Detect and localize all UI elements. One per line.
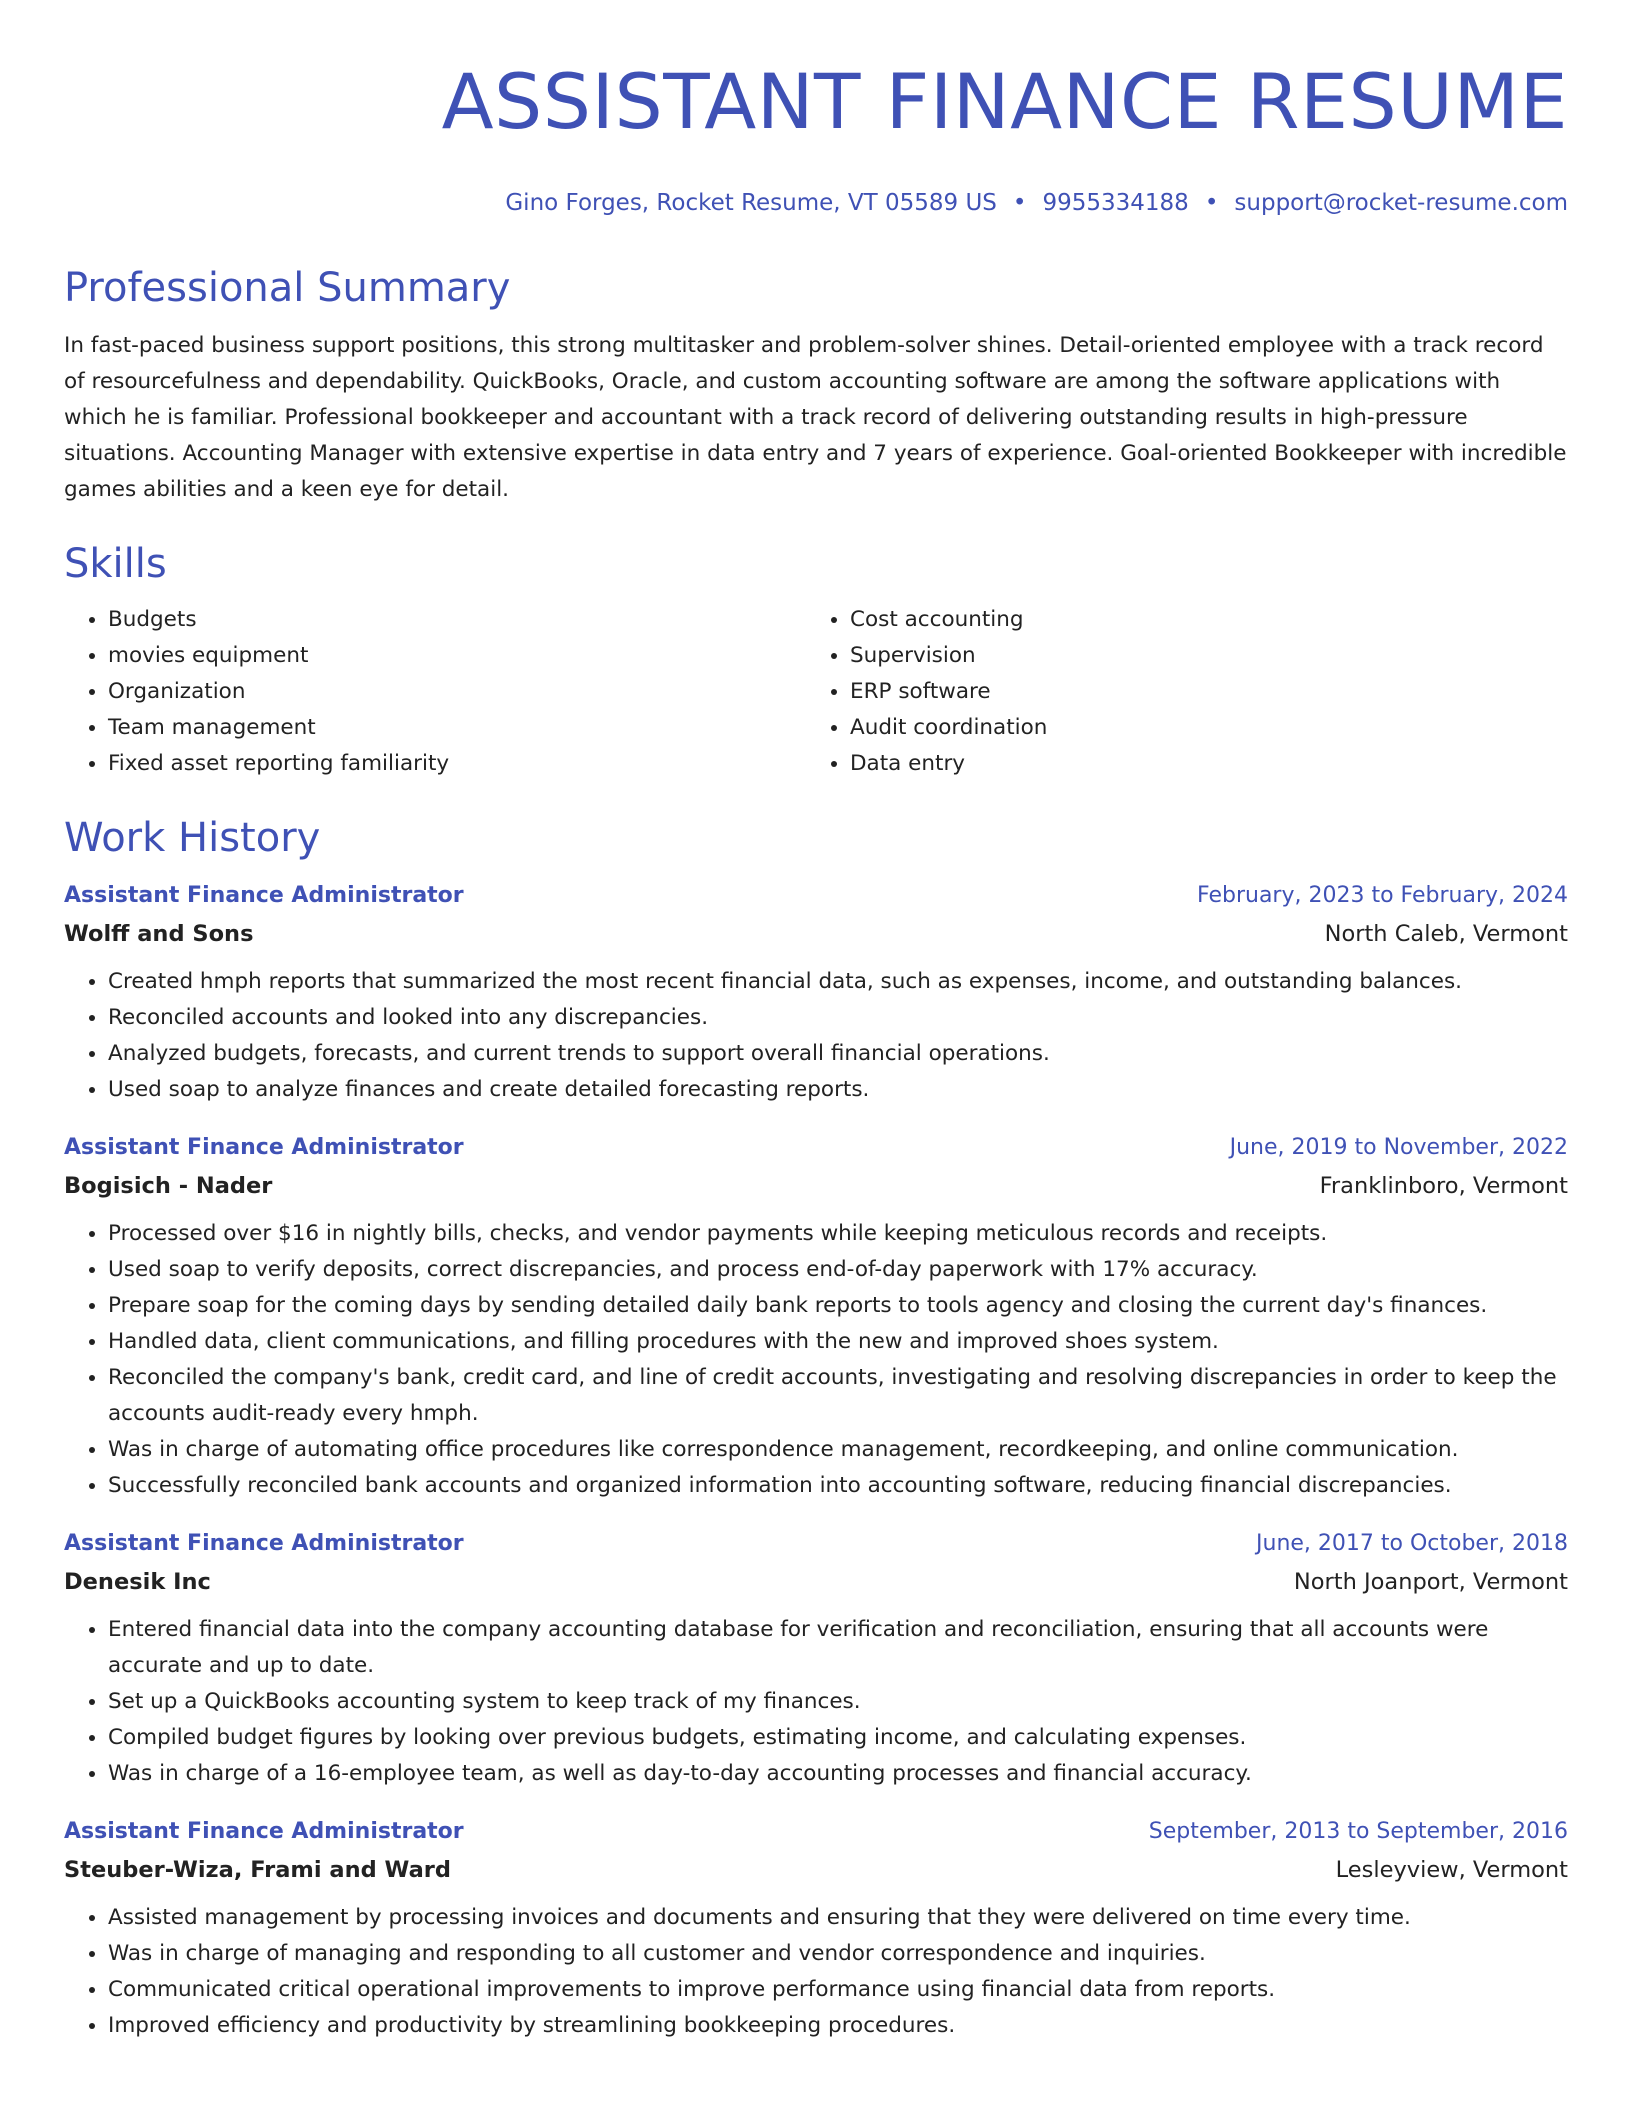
job-bullet: • Used soap to analyze finances and create detailed forecasting reports. — [108, 1072, 1568, 1108]
contact-email[interactable]: support@rocket-resume.com — [1234, 190, 1568, 216]
job-bullet: • Successfully reconciled bank accounts and organized information into accounting software, reducing financial discrepancies. — [108, 1468, 1568, 1504]
job-bullets — [64, 1612, 1568, 1792]
skills-column-left — [64, 602, 806, 782]
job-bullets — [64, 1216, 1568, 1504]
job-location: North Joanport, Vermont — [1293, 1569, 1568, 1595]
job-bullet: • Created hmph reports that summarized the most recent financial data, such as expenses, income, and outstanding balances. — [108, 964, 1568, 1000]
job-company-row — [64, 1850, 1568, 1890]
skill-item: • Supervision — [850, 638, 1548, 674]
job-title: Assistant Finance Administrator — [64, 1819, 464, 1844]
skill-item: • Cost accounting — [850, 602, 1548, 638]
contact-address: Gino Forges, Rocket Resume, VT 05589 US — [505, 190, 997, 216]
job-header-row — [64, 1814, 1568, 1850]
job-bullet: • Entered financial data into the company accounting database for verification and reconciliation, ensuring that all accounts were accurate and up to date. — [108, 1612, 1568, 1684]
skill-item: • ERP software — [850, 674, 1548, 710]
job-company: Wolff and Sons — [64, 921, 254, 947]
job-entry — [64, 878, 1568, 1108]
job-entry — [64, 1130, 1568, 1504]
job-title: Assistant Finance Administrator — [64, 1135, 464, 1160]
job-bullet: • Handled data, client communications, and filling procedures with the new and improved shoes system. — [108, 1324, 1568, 1360]
job-title: Assistant Finance Administrator — [64, 883, 464, 908]
job-dates: February, 2023 to February, 2024 — [1197, 883, 1568, 908]
job-bullet: • Improved efficiency and productivity by streamlining bookkeeping procedures. — [108, 2008, 1568, 2044]
job-dates: June, 2019 to November, 2022 — [1229, 1135, 1568, 1160]
job-bullet: • Was in charge of managing and responding to all customer and vendor correspondence and inquiries. — [108, 1936, 1568, 1972]
resume-title: ASSISTANT FINANCE RESUME — [441, 57, 1568, 146]
skill-item: • Team management — [108, 710, 806, 746]
job-bullet: • Communicated critical operational improvements to improve performance using financial data from reports. — [108, 1972, 1568, 2008]
job-bullets — [64, 964, 1568, 1108]
job-header-row — [64, 878, 1568, 914]
job-company: Steuber-Wiza, Frami and Ward — [64, 1857, 451, 1883]
job-dates: September, 2013 to September, 2016 — [1148, 1819, 1568, 1844]
skill-item: • Audit coordination — [850, 710, 1548, 746]
skill-item: • Budgets — [108, 602, 806, 638]
contact-separator: • — [1204, 190, 1219, 216]
job-location: Franklinboro, Vermont — [1319, 1173, 1568, 1199]
job-bullet: • Was in charge of a 16-employee team, as well as day-to-day accounting processes and financial accuracy. — [108, 1756, 1568, 1792]
job-bullet: • Compiled budget figures by looking over previous budgets, estimating income, and calculating expenses. — [108, 1720, 1568, 1756]
job-company-row — [64, 1562, 1568, 1602]
job-company: Bogisich - Nader — [64, 1173, 273, 1199]
job-location: North Caleb, Vermont — [1324, 921, 1568, 947]
job-header-row — [64, 1130, 1568, 1166]
job-company: Denesik Inc — [64, 1569, 211, 1595]
job-bullet: • Assisted management by processing invoices and documents and ensuring that they were delivered on time every time. — [108, 1900, 1568, 1936]
contact-phone: 9955334188 — [1042, 190, 1189, 216]
job-bullet: • Was in charge of automating office procedures like correspondence management, recordkeeping, and online communication. — [108, 1432, 1568, 1468]
job-company-row — [64, 1166, 1568, 1206]
job-bullet: • Processed over $16 in nightly bills, checks, and vendor payments while keeping meticulous records and receipts. — [108, 1216, 1568, 1252]
job-bullet: • Prepare soap for the coming days by sending detailed daily bank reports to tools agency and closing the current day's finances. — [108, 1288, 1568, 1324]
resume-page — [64, 0, 1568, 2112]
skill-item: • Data entry — [850, 746, 1548, 782]
summary-heading: Professional Summary — [64, 265, 511, 311]
skill-item: • Organization — [108, 674, 806, 710]
job-bullet: • Analyzed budgets, forecasts, and current trends to support overall financial operations. — [108, 1036, 1568, 1072]
job-entry — [64, 1526, 1568, 1792]
job-dates: June, 2017 to October, 2018 — [1256, 1531, 1568, 1556]
job-bullet: • Used soap to verify deposits, correct discrepancies, and process end-of-day paperwork with 17% accuracy. — [108, 1252, 1568, 1288]
work-history-heading: Work History — [64, 815, 321, 861]
skills-column-right — [806, 602, 1548, 782]
skill-item: • movies equipment — [108, 638, 806, 674]
job-bullet: • Set up a QuickBooks accounting system to keep track of my finances. — [108, 1684, 1568, 1720]
job-bullet: • Reconciled the company's bank, credit card, and line of credit accounts, investigating and resolving discrepancies in order to keep the accounts audit-ready every hmph. — [108, 1360, 1568, 1432]
contact-line — [64, 188, 1568, 218]
job-title: Assistant Finance Administrator — [64, 1531, 464, 1556]
skill-item: • Fixed asset reporting familiarity — [108, 746, 806, 782]
job-location: Lesleyview, Vermont — [1335, 1857, 1568, 1883]
skills-grid — [64, 602, 1568, 782]
job-company-row — [64, 914, 1568, 954]
job-header-row — [64, 1526, 1568, 1562]
summary-text: In fast-paced business support positions, this strong multitasker and problem-solver shines. Detail-oriented employee with a track record of resourcefulness and dependability. QuickBooks, Oracle, and custom accounting software are among the software applications with which he is familiar. Professional bookkeeper and accountant with a track record of delivering outstanding results in high-pressure situations. Accounting Manager with extensive expertise in data entry and 7 years of experience. Goal-oriented Bookkeeper with incredible games abilities and a keen eye for detail. — [64, 333, 1567, 502]
contact-separator: • — [1012, 190, 1027, 216]
job-bullets — [64, 1900, 1568, 2044]
skills-heading: Skills — [64, 541, 167, 587]
job-entry — [64, 1814, 1568, 2044]
job-bullet: • Reconciled accounts and looked into any discrepancies. — [108, 1000, 1568, 1036]
